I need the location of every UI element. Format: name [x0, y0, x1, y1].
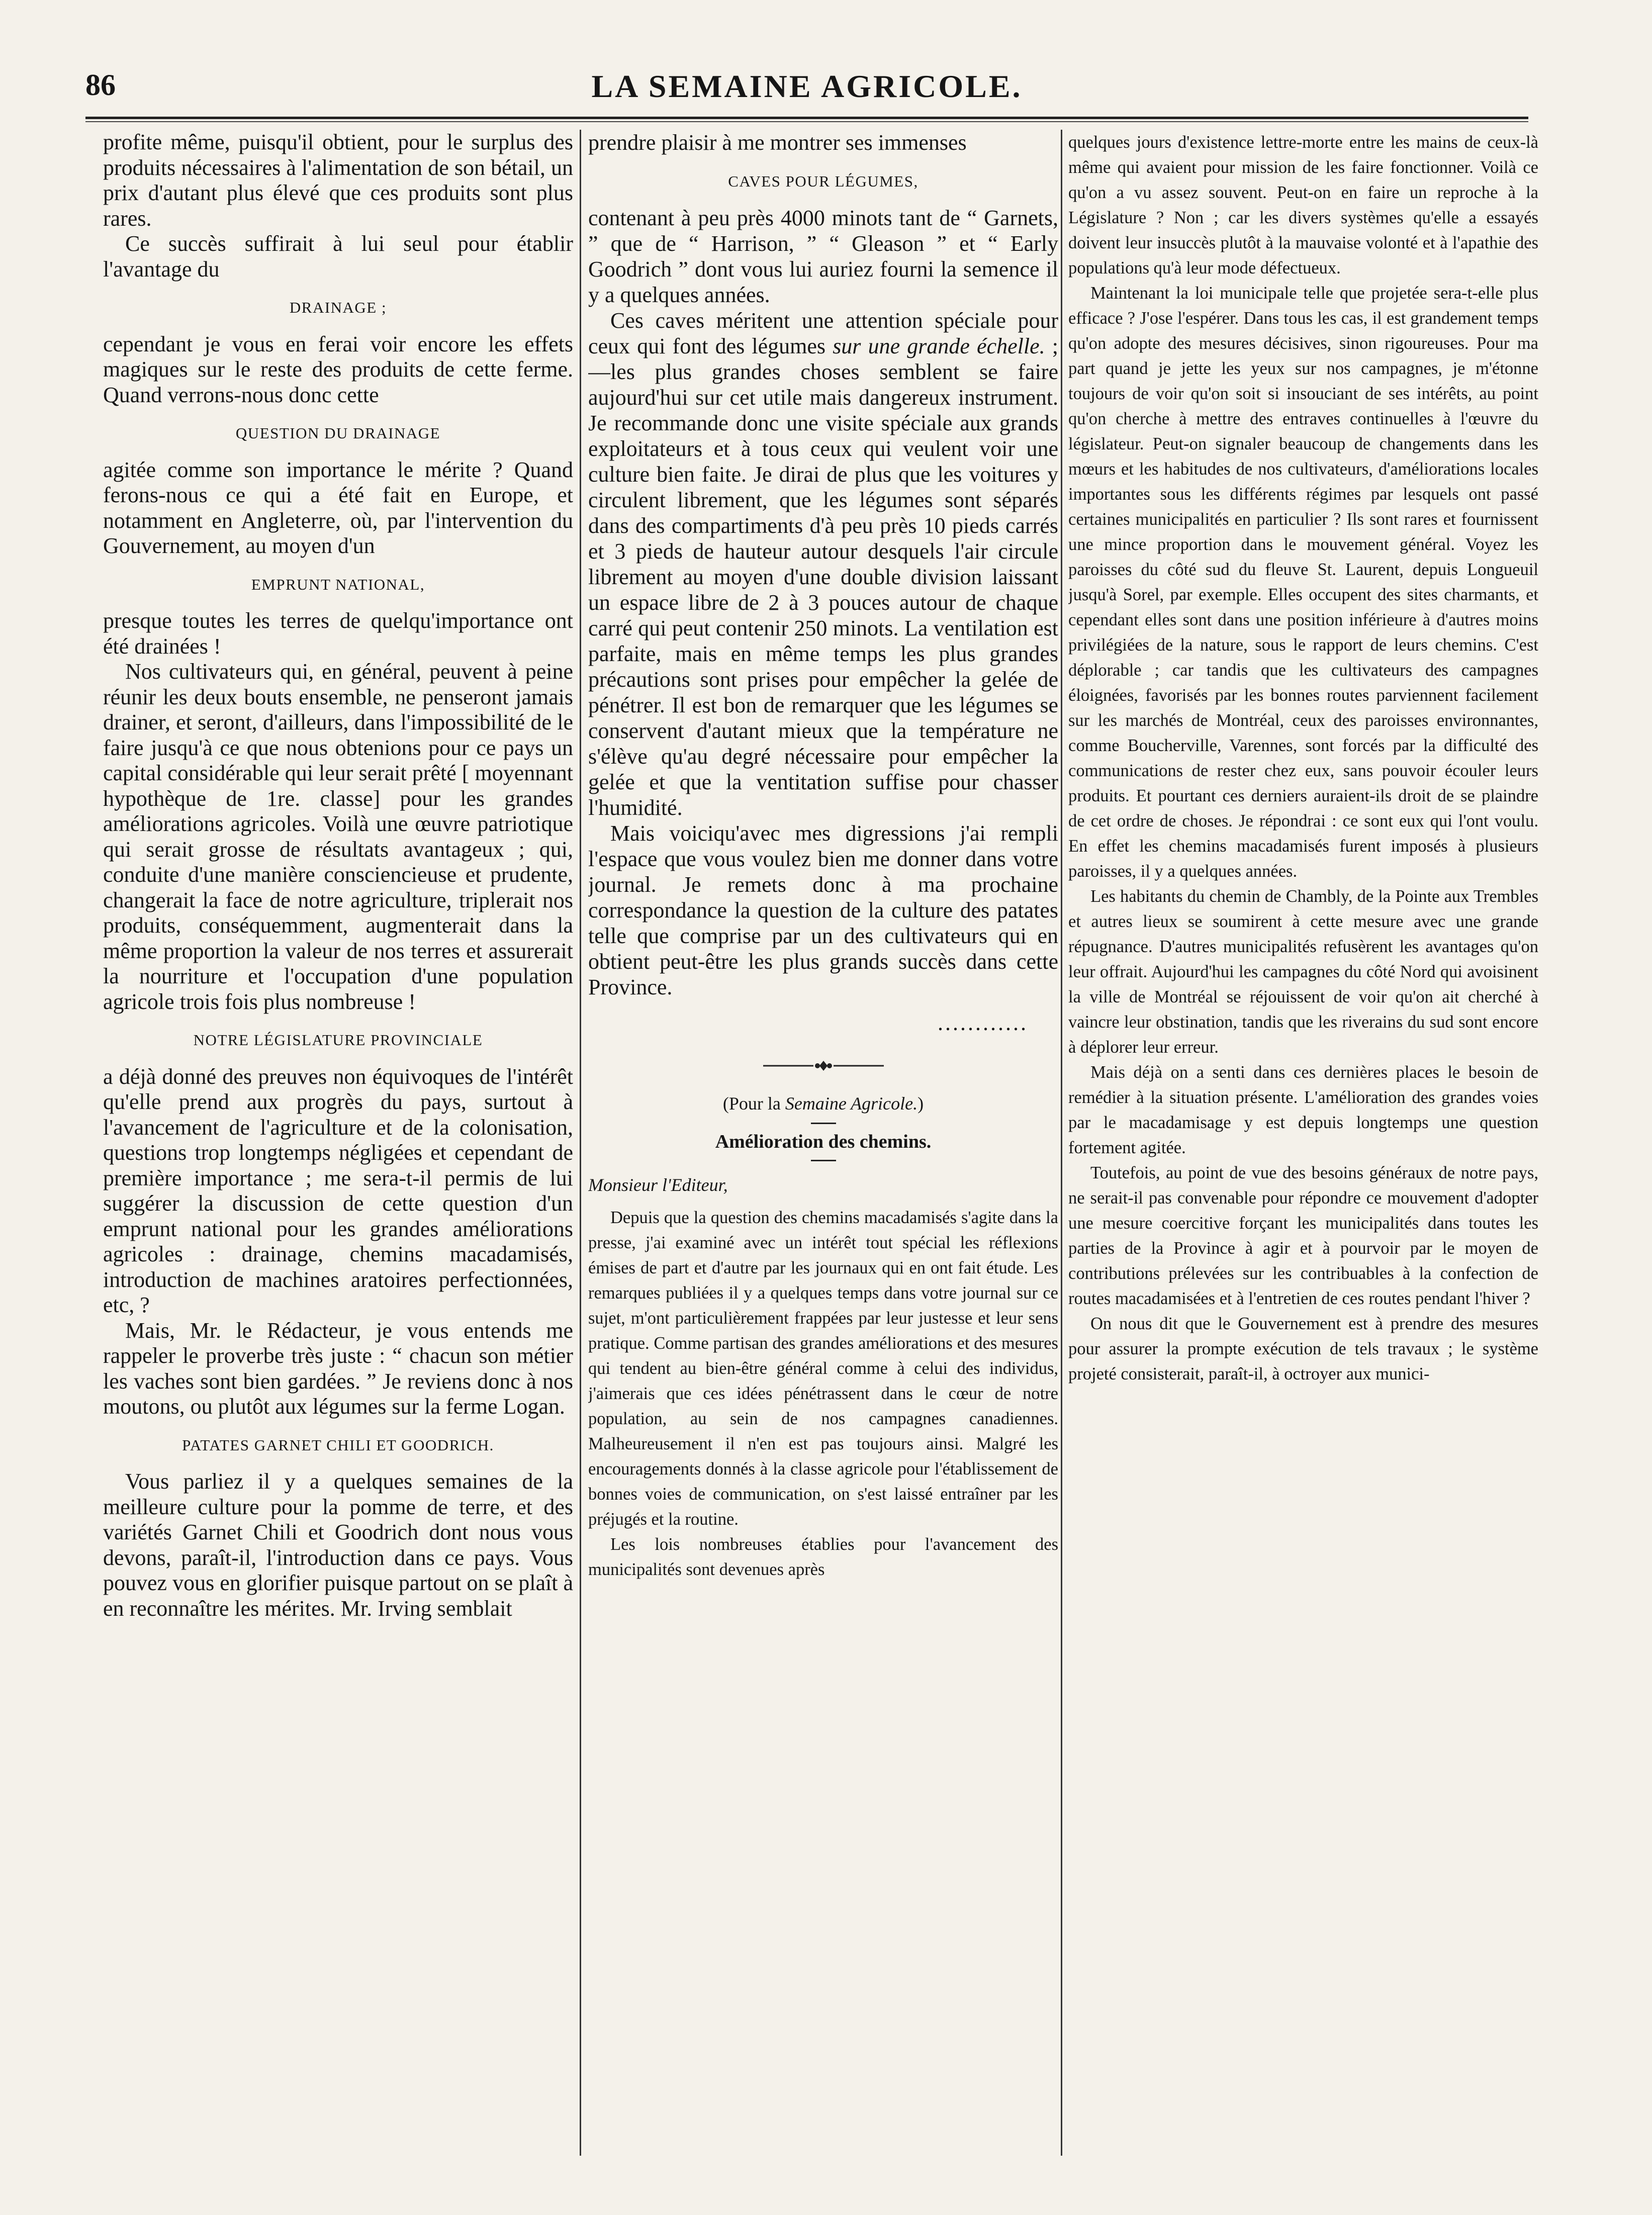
header-rule	[85, 117, 1528, 122]
section-heading: EMPRUNT NATIONAL,	[251, 575, 425, 593]
section-heading: CAVES POUR LÉGUMES,	[728, 172, 919, 190]
emphasis-text: sur une grande échelle.	[833, 334, 1045, 358]
paragraph: Vous parliez il y a quelques semaines de la meilleure culture pour la pomme de terre, et des variétés Garnet Chili et Goodrich dont nous vous devons, paraît-il, l'introduction dans ce pays. Vous pouvez vous en glorifier puisque partout on se plaît à en reconnaître les mérites. Mr. Irving semblait	[103, 1469, 573, 1621]
salutation: Monsieur l'Editeur,	[588, 1175, 728, 1195]
paragraph: agitée comme son importance le mérite ? Quand ferons-nous ce qui a été fait en Europe, et notamment en Angleterre, où, par l'intervention du Gouvernement, au moyen d'un	[103, 457, 573, 558]
section-heading: PATATES GARNET CHILI ET GOODRICH.	[182, 1436, 494, 1454]
paragraph	[588, 308, 1058, 820]
paragraph: Mais voiciqu'avec mes digressions j'ai rempli l'espace que vous voulez bien me donner dans votre journal. Je remets donc à ma prochaine correspondance la question de la culture des patates telle que comprise par un des cultivateurs qui en obtient peut-être les plus grands succès dans cette Province.	[588, 821, 1058, 999]
paragraph: On nous dit que le Gouvernement est à prendre des mesures pour assurer la prompte exécution de tels travaux ; le système projeté consisterait, paraît-il, à octroyer aux munici-	[1068, 1314, 1538, 1383]
paragraph: presque toutes les terres de quelqu'importance ont été drainées !	[103, 608, 573, 659]
column-divider	[580, 130, 581, 2156]
paragraph: Depuis que la question des chemins macadamisés s'agite dans la presse, j'ai examiné avec un intérêt tout spécial les réflexions émises de part et d'autre par les journaux qui en ont fait étude. Les remarques publiées il y a quelques temps dans votre journal sur ce sujet, m'ont particulièrement frappées par leur justesse et leur sens pratique. Comme partisan des grandes améliorations et des mesures qui tendent au bien-être général comme à celui des individus, j'aimerais que ces idées pénétrassent dans le cœur de notre population, au sein de nos campagnes canadiennes. Malheureusement il n'en est pas toujours ainsi. Malgré les encouragements donnés à la classe agricole pour l'établissement de bonnes voies de communication, on s'est laissé entraîner par les préjugés et la routine.	[588, 1208, 1058, 1529]
short-dash	[811, 1160, 836, 1161]
paragraph: Les lois nombreuses établies pour l'avancement des municipalités sont devenues après	[588, 1535, 1058, 1579]
trailing-dots: ............	[938, 1010, 1028, 1035]
short-dash	[811, 1123, 836, 1124]
paragraph: cependant je vous en ferai voir encore les effets magiques sur le reste des produits de cette ferme. Quand verrons-nous donc cette	[103, 331, 573, 407]
ornamental-divider	[588, 1056, 1058, 1081]
column-2	[588, 130, 1058, 2156]
paragraph: profite même, puisqu'il obtient, pour le surplus des produits nécessaires à l'alimentation de son bétail, un prix d'autant plus élevé que ces produits sont plus rares.	[103, 130, 573, 231]
paragraph: contenant à peu près 4000 minots tant de “ Garnets, ” que de “ Harrison, ” “ Gleason ” et “ Early Goodrich ” dont vous lui auriez fourni la semence il y a quelques années.	[588, 206, 1058, 307]
ornament-flourish-icon	[758, 1056, 889, 1076]
journal-title: LA SEMAINE AGRICOLE.	[591, 68, 1023, 104]
section-heading: DRAINAGE ;	[289, 299, 387, 316]
column-divider	[1061, 130, 1062, 2156]
byline-text: )	[917, 1093, 924, 1114]
paragraph: quelques jours d'existence lettre-morte entre les mains de ceux-là même qui avaient pour mission de les faire fonctionner. Voilà ce qu'on a vu assez souvent. Peut-on en faire un reproche à la Législature ? Non ; car les divers systèmes qu'elle a essayés doivent leur insuccès plutôt à la mauvaise volonté et à l'apathie des populations qu'à leur mode défectueux.	[1068, 133, 1538, 278]
paragraph: Mais déjà on a senti dans ces dernières places le besoin de remédier à la situation présente. L'amélioration des grandes voies par le macadamisage y est depuis longtemps une question fortement agitée.	[1068, 1063, 1538, 1157]
byline-text: (Pour la	[722, 1093, 785, 1114]
paragraph: Maintenant la loi municipale telle que projetée sera-t-elle plus efficace ? J'ose l'espérer. Dans tous les cas, il est grandement temps qu'on adopte des mesures décisives, sinon rigoureuses. Pour ma part quand je jette les yeux sur nos campagnes, je m'étonne toujours de voir qu'on soit si insouciant de ses intérêts, au point qu'on cherche à mettre des entraves continuelles à l'œuvre du législateur. Peut-on signaler beaucoup de changements dans les mœurs et les habitudes de nos cultivateurs, d'améliorations locales importantes sous les différents régimes par lesquels ont passé certaines municipalités en particulier ? Ils sont rares et fournissent une mince proportion dans le mouvement général. Voyez les paroisses du côté sud du fleuve St. Laurent, depuis Longueuil jusqu'à Sorel, par exemple. Elles occupent des sites charmants, et cependant elles sont dans une position inférieure à d'autres moins privilégiées de la nature, sous le rapport de leurs chemins. C'est déplorable ; car tandis que les cultivateurs des campagnes éloignées, favorisés par les bonnes routes parviennent facilement sur les marchés de Montréal, ceux des paroisses environnantes, comme Boucherville, Varennes, sont forcés par la difficulté des communications de rester chez eux, sans pouvoir écouler leurs produits. Et pourtant ces derniers auraient-ils droit de se plaindre de cet ordre de choses. Je répondrai : ce sont eux qui l'ont voulu. En effet les chemins macadamisés furent imposés à plusieurs paroisses, il y a quelques années.	[1068, 284, 1538, 881]
paragraph: Nos cultivateurs qui, en général, peuvent à peine réunir les deux bouts ensemble, ne penseront jamais drainer, et seront, d'ailleurs, dans l'impossibilité de le faire jusqu'à ce que nous obtenions pour ce pays un capital considérable qui leur serait prêté [ moyennant hypothèque de 1re. classe] pour les grandes améliorations agricoles. Voilà une œuvre patriotique qui serait grosse de résultats avantageux ; qui, conduite d'une manière consciencieuse et prudente, changerait la face de notre agriculture, triplerait nos produits, conséquemment, augmenterait dans la même proportion la valeur de nos terres et assurerait la nourriture et l'occupation d'une population agricole trois fois plus nombreuse !	[103, 659, 573, 1014]
paragraph: Ce succès suffirait à lui seul pour établir l'avantage du	[103, 231, 573, 282]
column-1	[103, 130, 573, 2156]
paragraph: Toutefois, au point de vue des besoins généraux de notre pays, ne serait-il pas convenable pour répondre ce mouvement d'adopter une mesure coercitive forçant les municipalités dans toutes les parties de la Province à agir et à pourvoir par le moyen de contributions prélevées sur les contribuables à la confection de routes macadamisées et à l'entretien de ces routes pendant l'hiver ?	[1068, 1163, 1538, 1308]
article-title: Amélioration des chemins.	[715, 1131, 932, 1152]
paragraph: a déjà donné des preuves non équivoques de l'intérêt qu'elle prend aux progrès du pays, surtout à l'avancement de l'agriculture et de la colonisation, questions trop longtemps négligées et cependant de première importance ; me sera-t-il permis de lui suggérer la discussion de cette question d'un emprunt national pour les grandes améliorations agricoles : drainage, chemins macadamisés, introduction de machines aratoires perfectionnées, etc, ?	[103, 1064, 573, 1317]
page-header	[85, 68, 1528, 113]
paragraph-text: ;—les plus grandes choses semblent se faire aujourd'hui sur cet utile mais dangereux instrument. Je recommande donc une visite spéciale aux grands exploitateurs et à tous ceux qui veulent voir une culture bien faite. Je dirai de plus que les voitures y circulent librement, que les légumes sont séparés dans des compartiments d'à peu près 10 pieds carrés et 3 pieds de hauteur autour desquels l'air circule librement au moyen d'une double division laissant un espace libre de 2 à 3 pouces autour de chaque carré qui peut contenir 250 minots. La ventilation est parfaite, mais en même temps les plus grandes précautions sont prises pour empêcher la gelée de pénétrer. Il est bon de remarquer que les légumes se conservent d'autant mieux que la température ne s'élève qu'au degré nécessaire pour empêcher la gelée et que la ventitation suffise pour chasser l'humidité.	[588, 334, 1058, 820]
byline	[588, 1091, 1058, 1117]
byline-journal: Semaine Agricole.	[785, 1093, 918, 1114]
section-heading: QUESTION DU DRAINAGE	[235, 424, 441, 442]
paragraph: prendre plaisir à me montrer ses immenses	[588, 130, 967, 155]
page-number: 86	[85, 68, 116, 102]
paragraph-text: Ces caves méritent une attention spéciale pour ceux qui font des légumes	[588, 308, 1058, 358]
paragraph: Les habitants du chemin de Chambly, de la Pointe aux Trembles et autres lieux se soumirent à cette mesure avec une grande répugnance. D'autres municipalités refusèrent les avantages qu'on leur offrait. Aujourd'hui les campagnes du côté Nord qui avoisinent la ville de Montréal se réjouissent de voir qu'on ait cherché à vaincre leur obstination, tandis que les riverains du sud sont encore à déplorer leur erreur.	[1068, 887, 1538, 1057]
section-heading: NOTRE LÉGISLATURE PROVINCIALE	[193, 1031, 483, 1049]
column-3	[1068, 130, 1538, 2156]
paragraph: Mais, Mr. le Rédacteur, je vous entends me rappeler le proverbe très juste : “ chacun son métier les vaches sont bien gardées. ” Je reviens donc à nos moutons, ou plutôt aux légumes sur la ferme Logan.	[103, 1318, 573, 1419]
